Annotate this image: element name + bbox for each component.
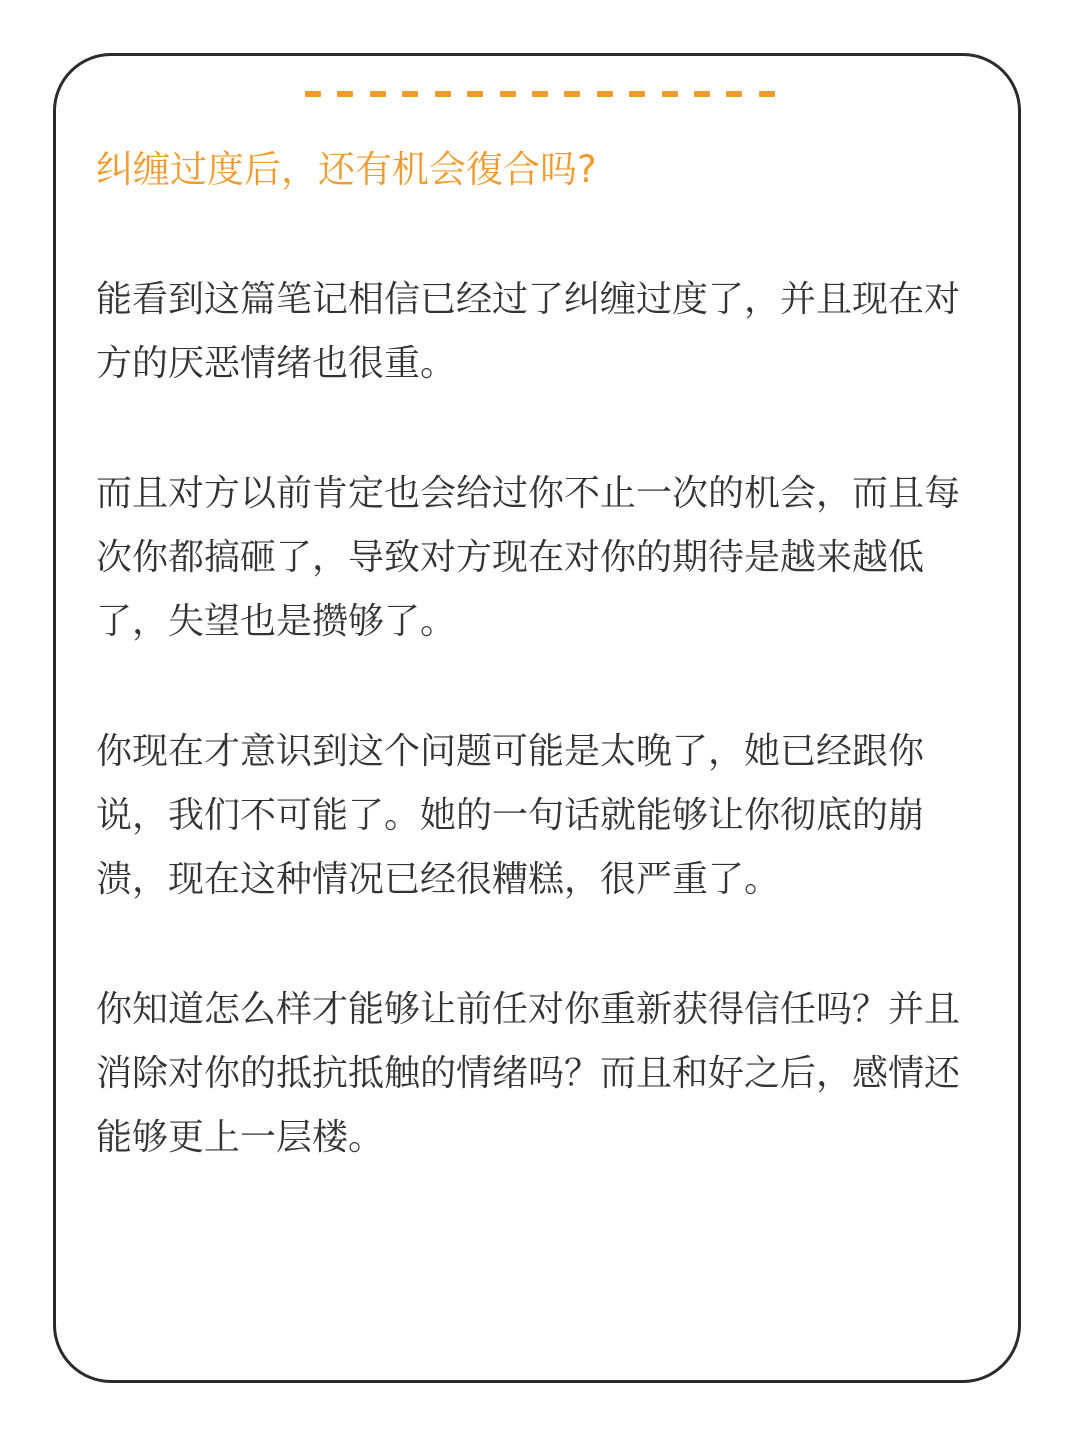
paragraph-3: 你现在才意识到这个问题可能是太晚了，她已经跟你说，我们不可能了。她的一句话就能够让你彻底的崩溃，现在这种情况已经很糟糕，很严重了。	[96, 731, 925, 900]
decorative-dashed-line	[305, 91, 775, 97]
note-body	[96, 268, 976, 1236]
paragraph-4: 你知道怎么样才能够让前任对你重新获得信任吗？并且消除对你的抵抗抵触的情绪吗？而且和好之后，感情还能够更上一层楼。	[96, 989, 961, 1158]
paragraph-1: 能看到这篇笔记相信已经过了纠缠过度了，并且现在对方的厌恶情绪也很重。	[96, 279, 961, 384]
paragraph-2: 而且对方以前肯定也会给过你不止一次的机会，而且每次你都搞砸了，导致对方现在对你的期待是越来越低了，失望也是攒够了。	[96, 473, 961, 642]
note-title: 纠缠过度后，还有机会復合吗?	[96, 148, 597, 191]
